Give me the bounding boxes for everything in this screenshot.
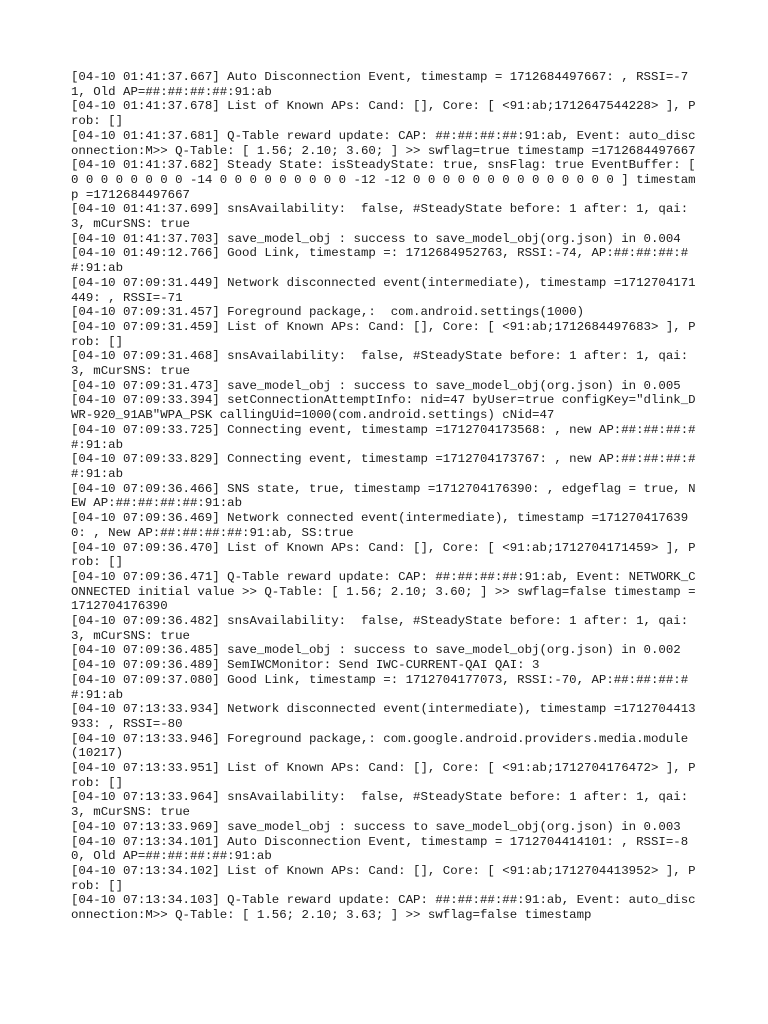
log-line: [04-10 01:41:37.681] Q-Table reward update: CAP: ##:##:##:##:91:ab, Event: auto_disconnection:M>> Q-Table: [ 1.56; 2.10; 3.60; ] >> swflag=true timestamp =1712684497667 <box>71 128 696 158</box>
log-line: [04-10 07:13:34.102] List of Known APs: Cand: [], Core: [ <91:ab;1712704413952> ], Prob: [] <box>71 863 696 893</box>
log-line: [04-10 07:09:36.466] SNS state, true, timestamp =1712704176390: , edgeflag = true, NEW AP:##:##:##:##:91:ab <box>71 481 696 511</box>
log-line: [04-10 07:09:31.473] save_model_obj : success to save_model_obj(org.json) in 0.005 <box>71 378 681 393</box>
log-line: [04-10 01:41:37.703] save_model_obj : success to save_model_obj(org.json) in 0.004 <box>71 231 681 246</box>
log-line: [04-10 07:09:36.471] Q-Table reward update: CAP: ##:##:##:##:91:ab, Event: NETWORK_CONNECTED initial value >> Q-Table: [ 1.56; 2.10; 3.60; ] >> swflag=false timestamp =1712704176390 <box>71 569 696 614</box>
log-line: [04-10 01:49:12.766] Good Link, timestamp =: 1712684952763, RSSI:-74, AP:##:##:##:##:91:ab <box>71 246 689 276</box>
log-line: [04-10 07:13:34.101] Auto Disconnection Event, timestamp = 1712704414101: , RSSI=-80, Old AP=##:##:##:##:91:ab <box>71 834 689 864</box>
log-line: [04-10 07:09:31.449] Network disconnected event(intermediate), timestamp =1712704171449: , RSSI=-71 <box>71 275 696 305</box>
log-line: [04-10 07:09:31.457] Foreground package,: com.android.settings(1000) <box>71 305 585 320</box>
log-line: [04-10 07:09:31.468] snsAvailability: false, #SteadyState before: 1 after: 1, qai: 3, mCurSNS: true <box>71 349 696 379</box>
log-line: [04-10 07:13:33.934] Network disconnected event(intermediate), timestamp =1712704413933: , RSSI=-80 <box>71 702 696 731</box>
log-line: [04-10 07:09:36.485] save_model_obj : success to save_model_obj(org.json) in 0.002 <box>71 643 681 658</box>
log-line: [04-10 07:09:36.470] List of Known APs: Cand: [], Core: [ <91:ab;1712704171459> ], Prob: [] <box>71 540 696 570</box>
log-line: [04-10 07:13:33.946] Foreground package,: com.google.android.providers.media.module(10217) <box>71 731 689 761</box>
log-line: [04-10 07:09:37.080] Good Link, timestamp =: 1712704177073, RSSI:-70, AP:##:##:##:##:91:ab <box>71 672 689 702</box>
log-line: [04-10 07:09:36.482] snsAvailability: false, #SteadyState before: 1 after: 1, qai: 3, mCurSNS: true <box>71 614 696 643</box>
log-line: [04-10 07:09:36.489] SemIWCMonitor: Send IWC-CURRENT-QAI QAI: 3 <box>71 658 540 673</box>
log-line: [04-10 07:13:33.951] List of Known APs: Cand: [], Core: [ <91:ab;1712704176472> ], Prob: [] <box>71 761 696 790</box>
log-line: [04-10 01:41:37.667] Auto Disconnection Event, timestamp = 1712684497667: , RSSI=-71, Old AP=##:##:##:##:91:ab <box>71 70 689 99</box>
log-line: [04-10 07:09:31.459] List of Known APs: Cand: [], Core: [ <91:ab;1712684497683> ], Prob: [] <box>71 319 696 349</box>
log-line: [04-10 07:09:33.394] setConnectionAttemptInfo: nid=47 byUser=true configKey="dlink_DWR-920_91AB"WPA_PSK callingUid=1000(com.android.settings) cNid=47 <box>71 393 696 423</box>
log-line: [04-10 07:09:33.829] Connecting event, timestamp =1712704173767: , new AP:##:##:##:##:91:ab <box>71 452 696 481</box>
log-line: [04-10 07:13:34.103] Q-Table reward update: CAP: ##:##:##:##:91:ab, Event: auto_disconnection:M>> Q-Table: [ 1.56; 2.10; 3.63; ] >> swflag=false timestamp <box>71 893 696 923</box>
log-line: [04-10 01:41:37.682] Steady State: isSteadyState: true, snsFlag: true EventBuffer: [ 0 0 0 0 0 0 0 0 -14 0 0 0 0 0 0 0 0 0 -12 -12 0 0 0 0 0 0 0 0 0 0 0 0 0 0 ] timestamp =1712684497667 <box>71 158 704 202</box>
log-line: [04-10 07:09:33.725] Connecting event, timestamp =1712704173568: , new AP:##:##:##:##:91:ab <box>71 422 696 452</box>
log-line: [04-10 07:13:33.964] snsAvailability: false, #SteadyState before: 1 after: 1, qai: 3, mCurSNS: true <box>71 790 696 820</box>
log-line: [04-10 07:09:36.469] Network connected event(intermediate), timestamp =1712704176390: , New AP:##:##:##:##:91:ab, SS:true <box>71 511 689 540</box>
log-line: [04-10 07:13:33.969] save_model_obj : success to save_model_obj(org.json) in 0.003 <box>71 819 681 834</box>
log-line: [04-10 01:41:37.699] snsAvailability: false, #SteadyState before: 1 after: 1, qai: 3, mCurSNS: true <box>71 202 696 232</box>
log-line: [04-10 01:41:37.678] List of Known APs: Cand: [], Core: [ <91:ab;1712647544228> ], Prob: [] <box>71 99 696 129</box>
log-document <box>71 70 704 923</box>
